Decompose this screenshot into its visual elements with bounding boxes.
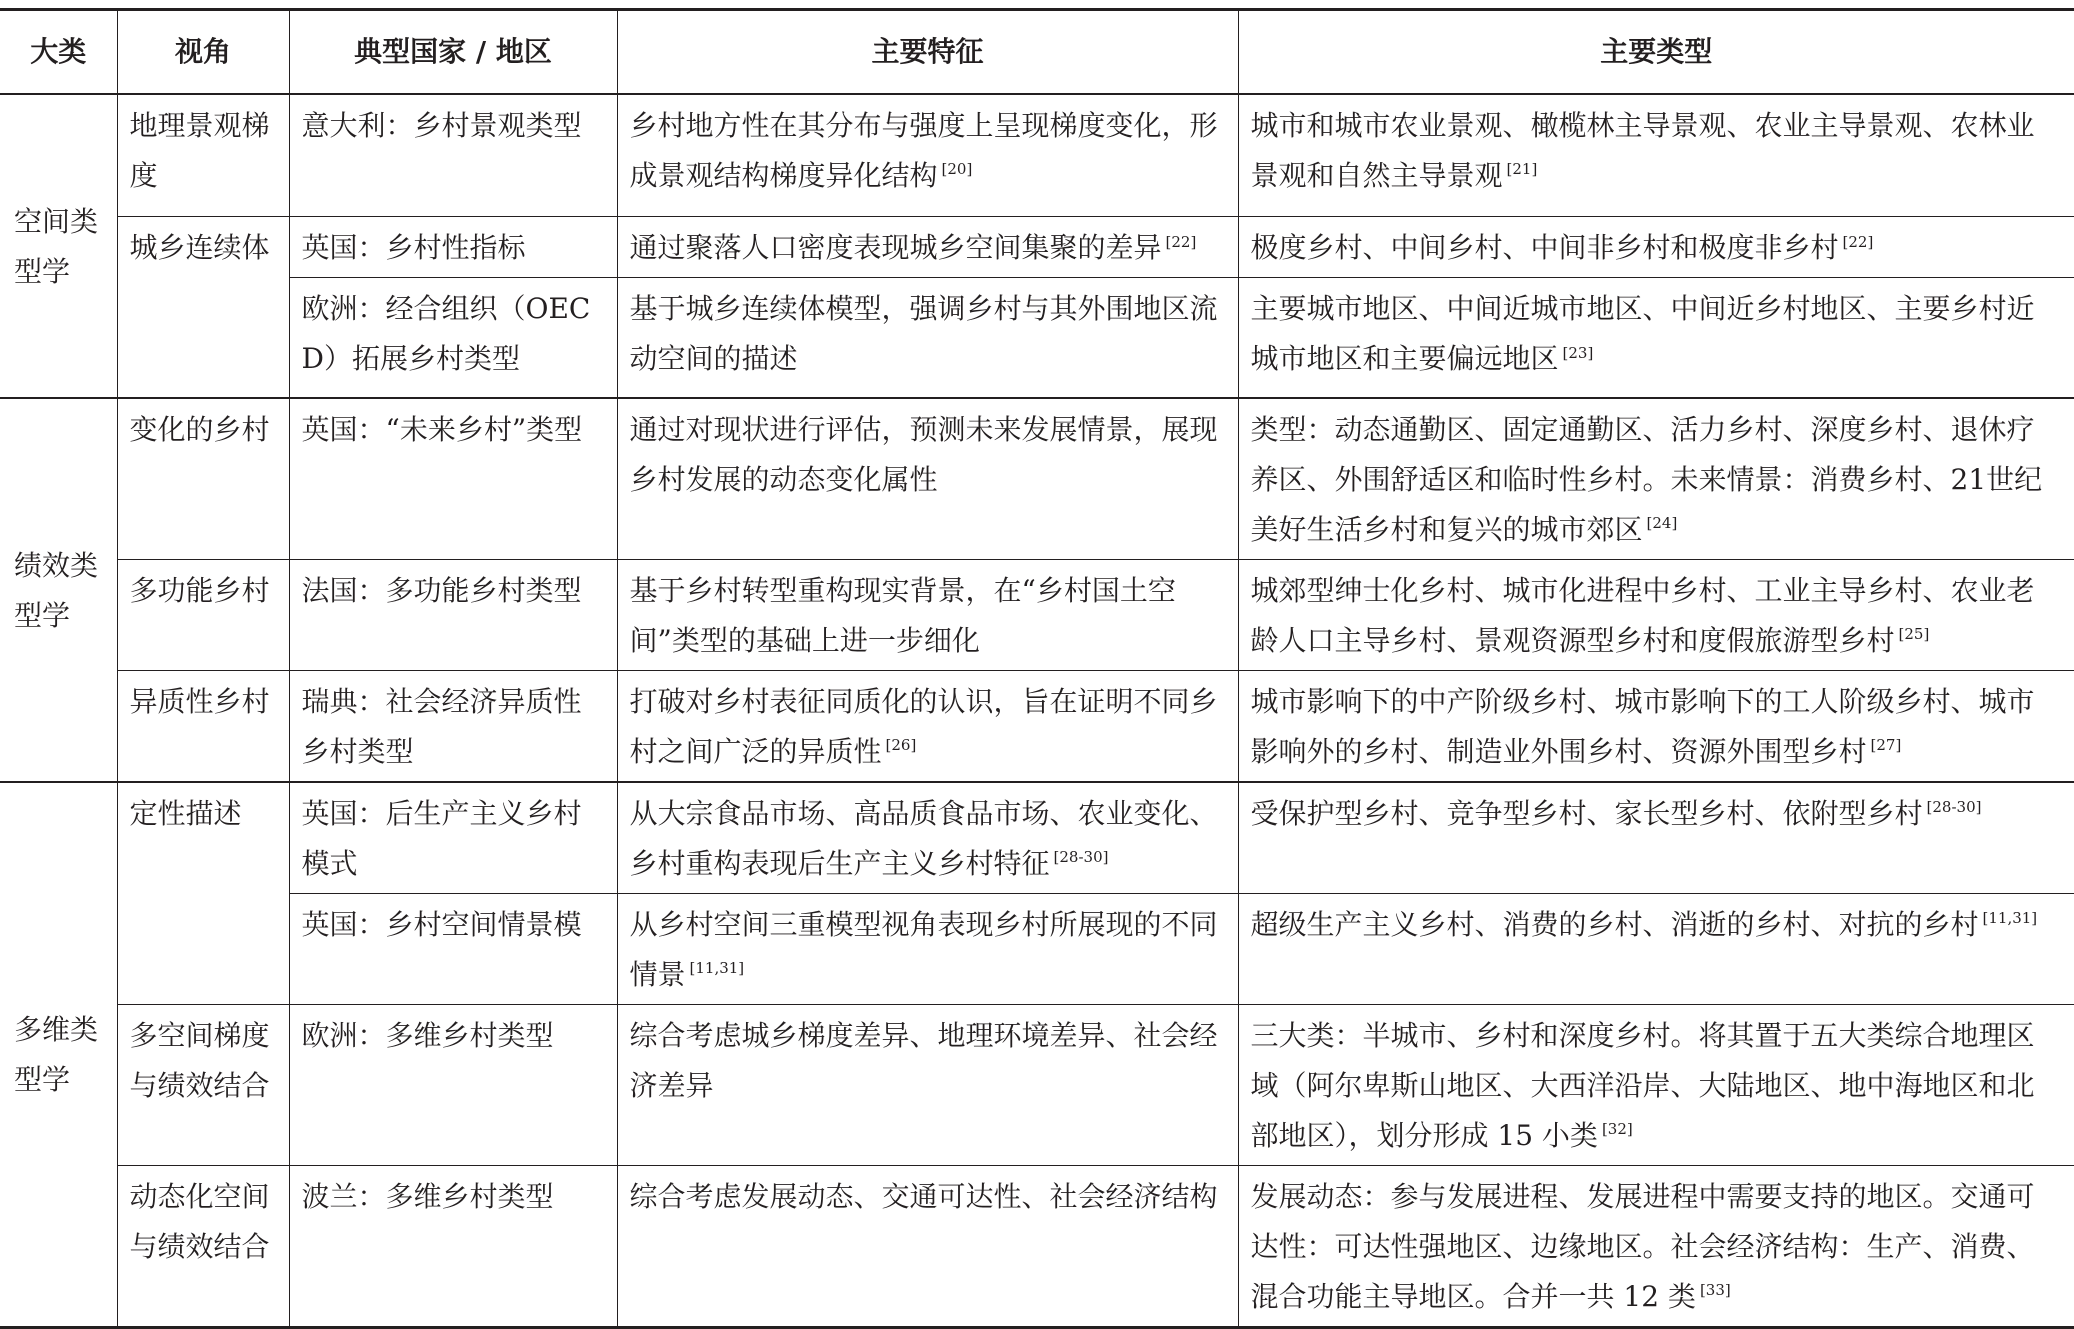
features-text: 从乡村空间三重模型视角表现乡村所展现的不同情景 (629, 907, 1218, 991)
perspective-cell: 多空间梯度与绩效结合 (117, 1004, 289, 1165)
table-row (0, 670, 2074, 782)
types-text: 受保护型乡村、竞争型乡村、家长型乡村、依附型乡村 (1250, 796, 1923, 830)
table-row (0, 1004, 2074, 1165)
citation: [21] (1506, 160, 1538, 179)
citation: [27] (1870, 736, 1902, 755)
category-cell: 绩效类型学 (0, 398, 117, 782)
types-cell (1238, 670, 2074, 782)
perspective-cell: 城乡连续体 (117, 217, 289, 398)
country-cell: 意大利：乡村景观类型 (289, 94, 617, 217)
types-text: 三大类：半城市、乡村和深度乡村。将其置于五大类综合地理区域（阿尔卑斯山地区、大西洋沿岸、大陆地区、地中海地区和北部地区），划分形成 15 小类 (1250, 1018, 2035, 1152)
category-cell: 多维类型学 (0, 782, 117, 1328)
citation: [24] (1646, 514, 1678, 533)
perspective-cell: 动态化空间与绩效结合 (117, 1165, 289, 1327)
table-row (0, 278, 2074, 398)
types-text: 城市影响下的中产阶级乡村、城市影响下的工人阶级乡村、城市影响外的乡村、制造业外围乡村、资源外围型乡村 (1250, 684, 2035, 768)
features-text: 基于乡村转型重构现实背景，在“乡村国土空间”类型的基础上进一步细化 (629, 573, 1176, 657)
table-row (0, 94, 2074, 217)
citation: [25] (1898, 625, 1930, 644)
features-text: 基于城乡连续体模型，强调乡村与其外围地区流动空间的描述 (629, 292, 1218, 375)
citation: [26] (885, 736, 917, 755)
table-row (0, 217, 2074, 278)
citation: [22] (1165, 232, 1197, 251)
features-cell (617, 278, 1238, 398)
features-cell (617, 559, 1238, 670)
country-cell: 波兰：多维乡村类型 (289, 1165, 617, 1327)
features-text: 综合考虑发展动态、交通可达性、社会经济结构 (629, 1179, 1218, 1213)
table-row (0, 559, 2074, 670)
citation: [11,31] (1982, 909, 2038, 928)
country-cell: 瑞典：社会经济异质性乡村类型 (289, 670, 617, 782)
features-text: 通过对现状进行评估，预测未来发展情景，展现乡村发展的动态变化属性 (629, 412, 1218, 496)
types-text: 城市和城市农业景观、橄榄林主导景观、农业主导景观、农林业景观和自然主导景观 (1250, 108, 2035, 192)
country-cell: 英国：乡村性指标 (289, 217, 617, 278)
citation: [32] (1601, 1120, 1633, 1139)
table-row (0, 398, 2074, 560)
features-cell (617, 782, 1238, 894)
features-text: 打破对乡村表征同质化的认识，旨在证明不同乡村之间广泛的异质性 (629, 684, 1218, 768)
header-country-region: 典型国家 / 地区 (289, 10, 617, 94)
header-main-features: 主要特征 (617, 10, 1238, 94)
types-text: 主要城市地区、中间近城市地区、中间近乡村地区、主要乡村近城市地区和主要偏远地区 (1250, 292, 2035, 375)
citation: [28-30] (1926, 798, 1982, 817)
perspective-cell: 定性描述 (117, 782, 289, 1005)
table-row (0, 893, 2074, 1004)
features-cell (617, 893, 1238, 1004)
citation: [22] (1842, 232, 1874, 251)
types-cell (1238, 1165, 2074, 1327)
citation: [33] (1699, 1281, 1731, 1300)
table-header-row (0, 10, 2074, 94)
features-cell (617, 1004, 1238, 1165)
features-cell (617, 398, 1238, 560)
features-cell (617, 94, 1238, 217)
types-cell (1238, 893, 2074, 1004)
types-cell (1238, 782, 2074, 894)
types-text: 极度乡村、中间乡村、中间非乡村和极度非乡村 (1250, 231, 1839, 264)
country-cell: 欧洲：经合组织（OECD）拓展乡村类型 (289, 278, 617, 398)
types-text: 超级生产主义乡村、消费的乡村、消逝的乡村、对抗的乡村 (1250, 907, 1979, 941)
citation: [20] (941, 160, 973, 179)
country-cell: 欧洲：多维乡村类型 (289, 1004, 617, 1165)
types-text: 城郊型绅士化乡村、城市化进程中乡村、工业主导乡村、农业老龄人口主导乡村、景观资源型乡村和度假旅游型乡村 (1250, 573, 2035, 657)
rural-typology-table (0, 8, 2074, 1329)
header-perspective: 视角 (117, 10, 289, 94)
perspective-cell: 地理景观梯度 (117, 94, 289, 217)
types-cell (1238, 94, 2074, 217)
country-cell: 英国：后生产主义乡村模式 (289, 782, 617, 894)
perspective-cell: 多功能乡村 (117, 559, 289, 670)
features-text: 综合考虑城乡梯度差异、地理环境差异、社会经济差异 (629, 1018, 1218, 1102)
perspective-cell: 变化的乡村 (117, 398, 289, 560)
table-row (0, 782, 2074, 894)
country-cell: 法国：多功能乡村类型 (289, 559, 617, 670)
features-cell (617, 670, 1238, 782)
header-main-types: 主要类型 (1238, 10, 2074, 94)
types-text: 发展动态：参与发展进程、发展进程中需要支持的地区。交通可达性：可达性强地区、边缘地区。社会经济结构：生产、消费、混合功能主导地区。合并一共 12 类 (1250, 1179, 2035, 1313)
types-cell (1238, 398, 2074, 560)
features-text: 从大宗食品市场、高品质食品市场、农业变化、乡村重构表现后生产主义乡村特征 (629, 796, 1218, 880)
types-cell (1238, 1004, 2074, 1165)
citation: [28-30] (1053, 848, 1109, 867)
features-text: 乡村地方性在其分布与强度上呈现梯度变化，形成景观结构梯度异化结构 (629, 108, 1218, 192)
types-cell (1238, 217, 2074, 278)
features-cell (617, 217, 1238, 278)
types-text: 类型：动态通勤区、固定通勤区、活力乡村、深度乡村、退休疗养区、外围舒适区和临时性乡村。未来情景：消费乡村、21世纪美好生活乡村和复兴的城市郊区 (1250, 412, 2043, 546)
types-cell (1238, 559, 2074, 670)
perspective-cell: 异质性乡村 (117, 670, 289, 782)
country-cell: 英国：乡村空间情景模 (289, 893, 617, 1004)
citation: [11,31] (689, 959, 745, 978)
features-text: 通过聚落人口密度表现城乡空间集聚的差异 (629, 231, 1162, 264)
types-cell (1238, 278, 2074, 398)
citation: [23] (1562, 343, 1594, 362)
table-row (0, 1165, 2074, 1327)
features-cell (617, 1165, 1238, 1327)
category-cell: 空间类型学 (0, 94, 117, 398)
country-cell: 英国：“未来乡村”类型 (289, 398, 617, 560)
header-category: 大类 (0, 10, 117, 94)
